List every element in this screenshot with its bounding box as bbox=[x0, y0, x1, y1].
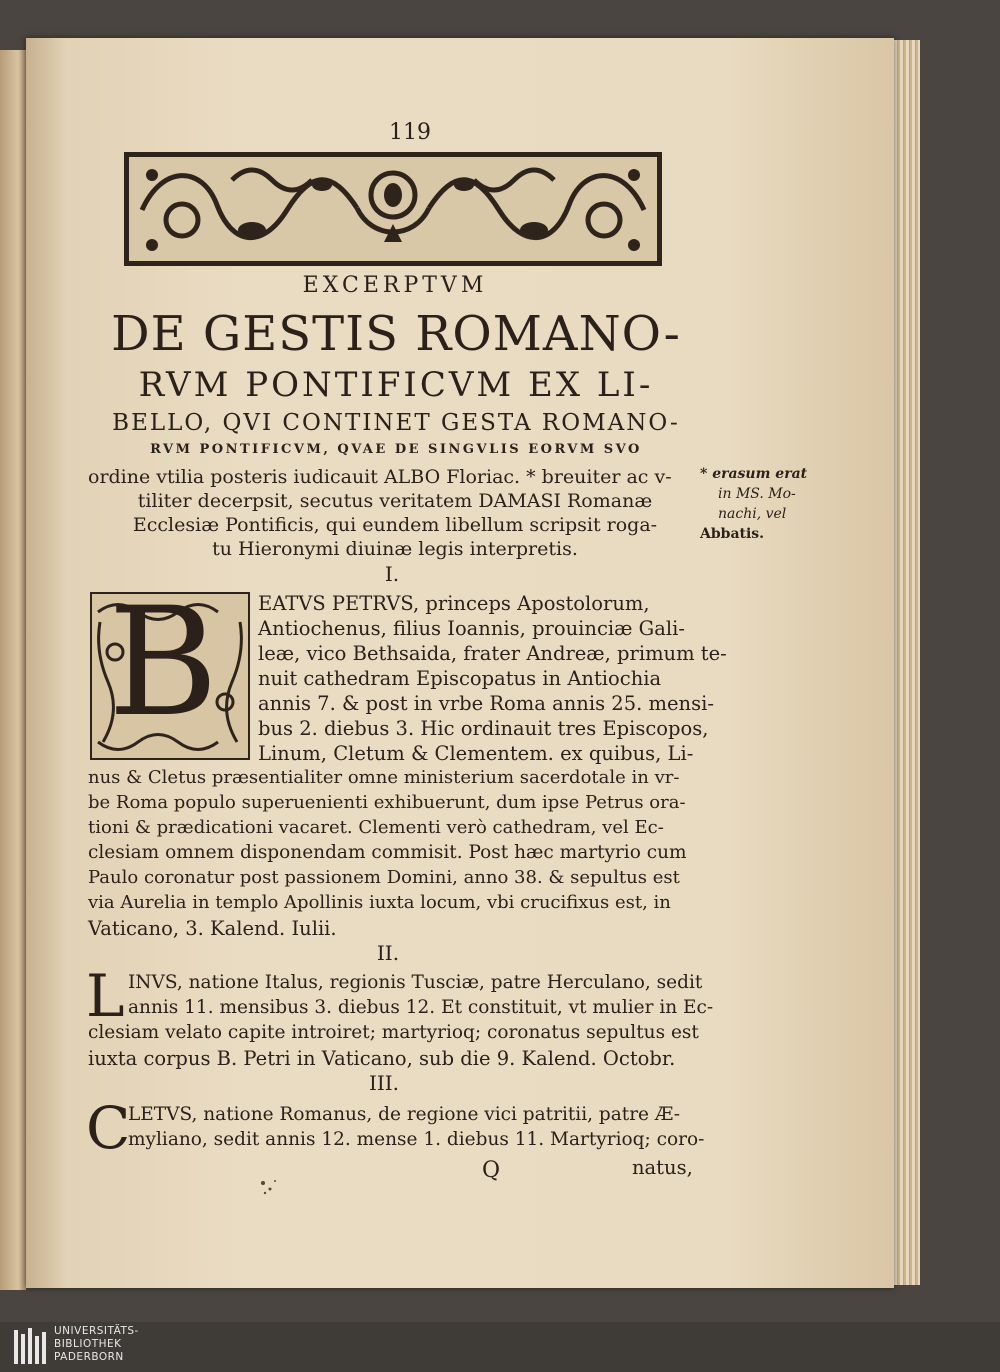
intro-line: ordine vtilia posteris iudicauit ALBO Floriac. * breuiter ac v- bbox=[88, 466, 672, 488]
library-name-line: BIBLIOTHEK bbox=[54, 1338, 122, 1350]
footer-bar bbox=[0, 1322, 1000, 1372]
section-number: III. bbox=[368, 1071, 400, 1095]
section-number: I. bbox=[384, 562, 400, 586]
drop-cap-c: C bbox=[86, 1094, 131, 1162]
body-line: iuxta corpus B. Petri in Vaticano, sub die 9. Kalend. Octobr. bbox=[88, 1047, 676, 1070]
body-line: leæ, vico Bethsaida, frater Andreæ, primum te- bbox=[258, 642, 727, 665]
drop-cap-b: B bbox=[108, 576, 219, 750]
body-line: clesiam omnem disponendam commisit. Post hæc martyrio cum bbox=[88, 842, 687, 863]
body-line: Vaticano, 3. Kalend. Iulii. bbox=[88, 917, 337, 940]
catchword: natus, bbox=[632, 1156, 693, 1179]
body-line: clesiam velato capite introiret; martyrioq; coronatus sepultus est bbox=[88, 1022, 699, 1043]
body-line: myliano, sedit annis 12. mense 1. diebus 11. Martyrioq; coro- bbox=[128, 1129, 705, 1150]
margin-note-line: * erasum erat bbox=[700, 466, 808, 482]
body-line: Paulo coronatur post passionem Domini, anno 38. & sepultus est bbox=[88, 867, 680, 888]
ornamental-headpiece bbox=[122, 150, 664, 268]
body-line: tioni & prædicationi vacaret. Clementi verò cathedram, vel Ec- bbox=[88, 817, 664, 838]
body-line: bus 2. diebus 3. Hic ordinauit tres Episcopos, bbox=[258, 717, 709, 740]
intro-line: Ecclesiæ Pontificis, qui eundem libellum scripsit roga- bbox=[132, 514, 658, 536]
body-line: annis 7. & post in vrbe Roma annis 25. mensi- bbox=[258, 692, 714, 715]
library-name-line: UNIVERSITÄTS- bbox=[54, 1325, 139, 1337]
left-page-edge bbox=[0, 50, 26, 1290]
margin-note-line: nachi, vel bbox=[718, 506, 787, 522]
body-line: Antiochenus, filius Ioannis, prouinciæ Gali- bbox=[258, 617, 685, 640]
body-line: be Roma populo superuenienti exhibuerunt, dum ipse Petrus ora- bbox=[88, 792, 686, 813]
signature-mark: Q bbox=[482, 1158, 501, 1183]
library-name bbox=[54, 1325, 139, 1364]
intro-line: tu Hieronymi diuinæ legis interpretis. bbox=[212, 538, 578, 560]
page-number: 119 bbox=[389, 120, 431, 145]
body-line: via Aurelia in templo Apollinis iuxta locum, vbi crucifixus est, in bbox=[88, 892, 671, 913]
body-line: annis 11. mensibus 3. diebus 12. Et constituit, vt mulier in Ec- bbox=[128, 997, 714, 1018]
heading-line-4: RVM PONTIFICVM, QVAE DE SINGVLIS EORVM SVO bbox=[150, 442, 642, 457]
library-logo-icon bbox=[12, 1326, 48, 1368]
heading-line-3: BELLO, QVI CONTINET GESTA ROMANO- bbox=[112, 410, 680, 436]
body-line: EATVS PETRVS, princeps Apostolorum, bbox=[258, 592, 650, 615]
library-name-line: PADERBORN bbox=[54, 1351, 124, 1363]
heading-line-2: RVM PONTIFICVM EX LI- bbox=[138, 365, 654, 405]
body-line: INVS, natione Italus, regionis Tusciæ, patre Herculano, sedit bbox=[128, 972, 703, 993]
body-line: LETVS, natione Romanus, de regione vici patritii, patre Æ- bbox=[128, 1104, 680, 1125]
ink-smudge bbox=[255, 1175, 285, 1200]
body-line: Linum, Cletum & Clementem. ex quibus, Li- bbox=[258, 742, 694, 765]
margin-note-line: Abbatis. bbox=[700, 526, 765, 542]
heading-line-1: DE GESTIS ROMANO- bbox=[111, 306, 681, 362]
section-number: II. bbox=[376, 941, 400, 965]
heading-excerptum: EXCERPTVM bbox=[302, 273, 488, 298]
intro-line: tiliter decerpsit, secutus veritatem DAMASI Romanæ bbox=[137, 490, 653, 512]
body-line: nuit cathedram Episcopatus in Antiochia bbox=[258, 667, 662, 690]
drop-cap-l: L bbox=[86, 962, 125, 1030]
body-line: nus & Cletus præsentialiter omne ministerium sacerdotale in vr- bbox=[88, 767, 680, 788]
margin-note-line: in MS. Mo- bbox=[718, 486, 796, 502]
